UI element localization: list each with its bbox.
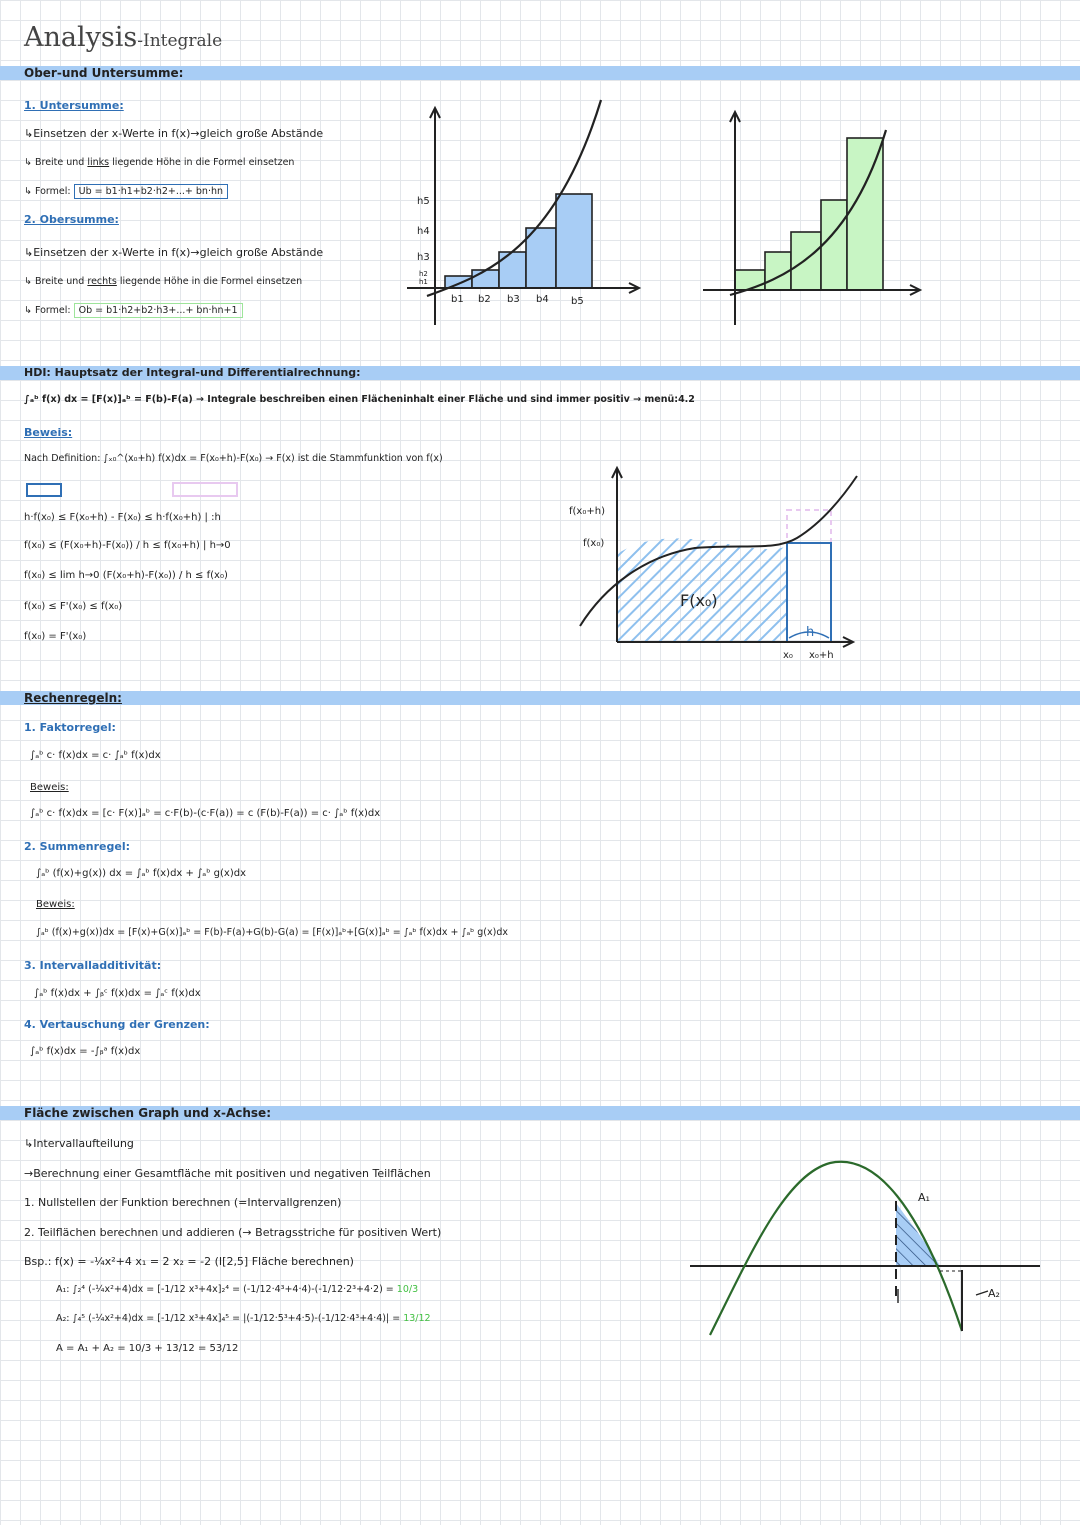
section-label-flaeche: Fläche zwischen Graph und x-Achse: [24, 1106, 271, 1120]
untersumme-formula-row: ↳ Formel: Ub = b1·h1+b2·h2+...+ bn·hn [24, 186, 228, 197]
rule-1-beweis: Beweis: [30, 782, 69, 793]
a1-result: 10/3 [396, 1284, 419, 1295]
h-label-1: h1 [419, 278, 428, 286]
rule-4-heading: 4. Vertauschung der Grenzen: [24, 1018, 210, 1031]
b-label-3: b3 [507, 294, 520, 305]
rule-4-formula: ∫ₐᵇ f(x)dx = -∫ᵦᵃ f(x)dx [30, 1046, 141, 1057]
rule-1-formula: ∫ₐᵇ c· f(x)dx = c· ∫ₐᵇ f(x)dx [30, 750, 161, 761]
obersumme-line1: ↳Einsetzen der x-Werte in f(x)→gleich große Abstände [24, 246, 324, 259]
section-label-rechenregeln: Rechenregeln: [24, 691, 122, 705]
untersumme-bar-5 [556, 194, 592, 288]
flaeche-line-1: ↳Intervallaufteilung [24, 1137, 134, 1150]
obersumme-line2: ↳ Breite und rechts liegende Höhe in die Formel einsetzen [24, 276, 303, 287]
rule-2-proof: ∫ₐᵇ (f(x)+g(x))dx = [F(x)+G(x)]ₐᵇ = F(b)-F(a)+G(b)-G(a) = [F(x)]ₐᵇ+[G(x)]ₐᵇ = ∫ₐᵇ f(x)dx + ∫ₐᵇ g(x)dx [36, 927, 508, 938]
untersumme-bar-3 [499, 252, 526, 288]
untersumme-graph [405, 100, 645, 330]
a2-result: 13/12 [403, 1313, 431, 1324]
section-label-ober-untersumme: Ober-und Untersumme: [24, 66, 184, 80]
flaeche-total: A = A₁ + A₂ = 10/3 + 13/12 = 53/12 [56, 1343, 239, 1354]
label-a2: A₂ [988, 1287, 1000, 1300]
hdi-step-4: f(x₀) ≤ F'(x₀) ≤ f(x₀) [24, 601, 123, 612]
label-x0h: x₀+h [809, 650, 834, 661]
flaeche-line-2: →Berechnung einer Gesamtfläche mit positiven und negativen Teilflächen [24, 1167, 431, 1180]
b-label-4: b4 [536, 294, 549, 305]
obersumme-formula-row: ↳ Formel: Ob = b1·h2+b2·h3+...+ bn·hn+1 [24, 305, 243, 316]
hdi-step-1: h·f(x₀) ≤ F(x₀+h) - F(x₀) ≤ h·f(x₀+h) | :h [24, 512, 221, 523]
untersumme-bar-2 [472, 270, 499, 288]
hdi-step-2: f(x₀) ≤ (F(x₀+h)-F(x₀)) / h ≤ f(x₀+h) | h→0 [24, 540, 231, 551]
flaeche-example: Bsp.: f(x) = -¼x²+4 x₁ = 2 x₂ = -2 (I[2,5] Fläche berechnen) [24, 1255, 354, 1268]
untersumme-formula: Ub = b1·h1+b2·h2+...+ bn·hn [74, 184, 228, 199]
flaeche-graph [690, 1145, 1050, 1345]
h-label-2: h2 [419, 270, 428, 278]
section-label-hdi: HDI: Hauptsatz der Integral-und Differentialrechnung: [24, 366, 361, 379]
obersumme-formula: Ob = b1·h2+b2·h3+...+ bn·hn+1 [74, 303, 243, 318]
untersumme-heading: 1. Untersumme: [24, 99, 124, 112]
untersumme-line2: ↳ Breite und links liegende Höhe in die Formel einsetzen [24, 157, 295, 168]
obersumme-bar-5 [847, 138, 883, 290]
h-label-3: h3 [417, 252, 430, 263]
label-fx: f(x₀) [583, 538, 605, 549]
page-title [24, 22, 222, 53]
rule-2-heading: 2. Summenregel: [24, 840, 131, 853]
label-h: h [806, 625, 815, 640]
label-x0: x₀ [783, 650, 793, 661]
flaeche-line-3: 1. Nullstellen der Funktion berechnen (=Intervallgrenzen) [24, 1196, 342, 1209]
obersumme-bar-4 [821, 200, 847, 290]
label-Fx: F(x₀) [680, 591, 718, 610]
title-main: Analysis [24, 22, 138, 53]
flaeche-line-4: 2. Teilflächen berechnen und addieren (→ Betragsstriche für positiven Wert) [24, 1226, 442, 1239]
hdi-nach-definition: Nach Definition: ∫ₓ₀^(x₀+h) f(x)dx = F(x₀+h)-F(x₀) → F(x) ist die Stammfunktion von f(x) [24, 453, 443, 464]
section-band-rechenregeln [0, 691, 1080, 705]
legend-box-blue [26, 483, 62, 497]
rule-1-proof: ∫ₐᵇ c· f(x)dx = [c· F(x)]ₐᵇ = c·F(b)-(c·F(a)) = c (F(b)-F(a)) = c· ∫ₐᵇ f(x)dx [30, 808, 381, 819]
b-label-5: b5 [571, 296, 584, 307]
b-label-2: b2 [478, 294, 491, 305]
hdi-step-3: f(x₀) ≤ lim h→0 (F(x₀+h)-F(x₀)) / h ≤ f(x₀) [24, 570, 228, 581]
h-label-5: h5 [417, 196, 430, 207]
label-fxh: f(x₀+h) [569, 506, 605, 517]
hdi-beweis-heading: Beweis: [24, 426, 73, 439]
rule-2-formula: ∫ₐᵇ (f(x)+g(x)) dx = ∫ₐᵇ f(x)dx + ∫ₐᵇ g(x)dx [36, 868, 247, 879]
rule-3-formula: ∫ₐᵇ f(x)dx + ∫ᵦᶜ f(x)dx = ∫ₐᶜ f(x)dx [34, 988, 201, 999]
h-label-4: h4 [417, 226, 430, 237]
hdi-graph [565, 466, 865, 666]
untersumme-bar-4 [526, 228, 556, 288]
b-label-1: b1 [451, 294, 464, 305]
untersumme-line1: ↳Einsetzen der x-Werte in f(x)→gleich große Abstände [24, 127, 324, 140]
flaeche-a1: A₁: ∫₂⁴ (-¼x²+4)dx = [-1/12 x³+4x]₂⁴ = (-1/12·4³+4·4)-(-1/12·2³+4·2) = 10/3 [56, 1284, 419, 1295]
legend-box-pink [172, 482, 238, 497]
obersumme-bar-3 [791, 232, 821, 290]
obersumme-heading: 2. Obersumme: [24, 213, 119, 226]
flaeche-a2: A₂: ∫₄⁵ (-¼x²+4)dx = [-1/12 x³+4x]₄⁵ = |(-1/12·5³+4·5)-(-1/12·4³+4·4)| = 13/12 [56, 1313, 431, 1324]
title-sub: -Integrale [137, 31, 223, 51]
untersumme-bar-1 [445, 276, 472, 288]
label-a1: A₁ [918, 1191, 930, 1204]
obersumme-bar-1 [735, 270, 765, 290]
rule-2-beweis: Beweis: [36, 899, 75, 910]
hdi-step-5: f(x₀) = F'(x₀) [24, 631, 87, 642]
hdi-main-formula: ∫ₐᵇ f(x) dx = [F(x)]ₐᵇ = F(b)-F(a) → Integrale beschreiben einen Flächeninhalt einer Fläche und sind immer positiv → menü:4.2 [24, 394, 695, 405]
rule-3-heading: 3. Intervalladditivität: [24, 959, 162, 972]
obersumme-graph [700, 100, 930, 330]
rule-1-heading: 1. Faktorregel: [24, 721, 116, 734]
